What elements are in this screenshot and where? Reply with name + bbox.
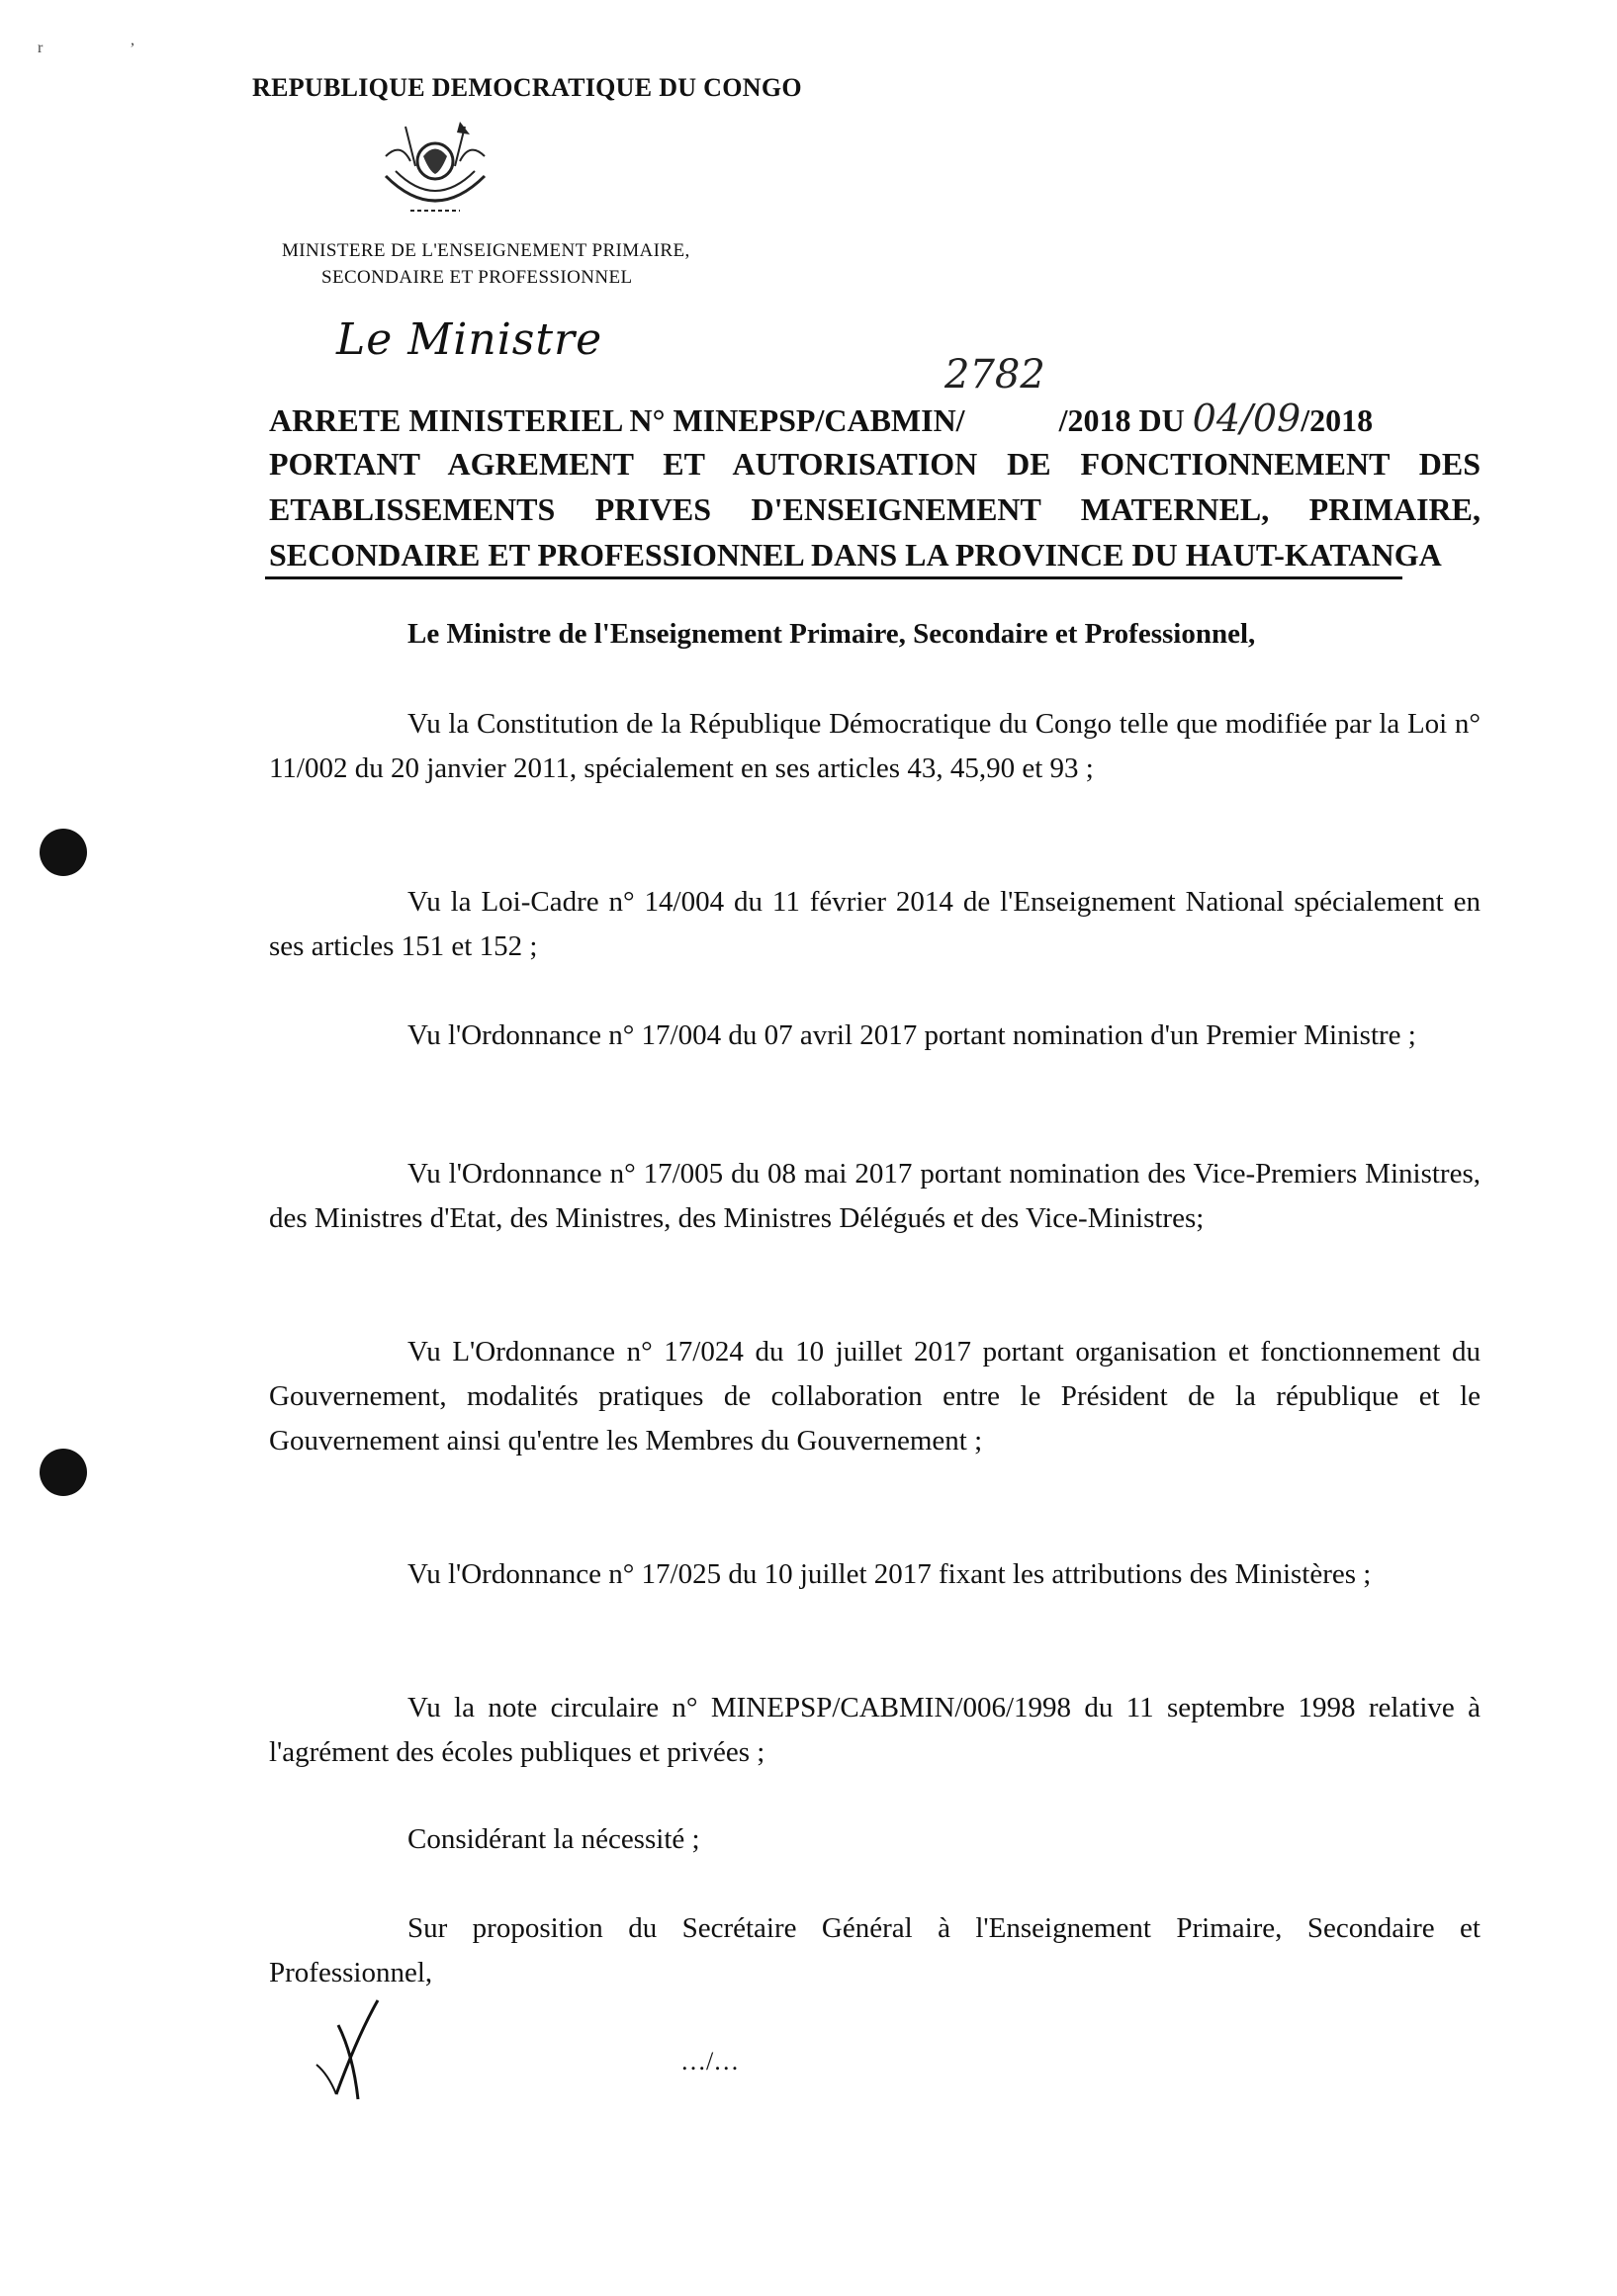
le-ministre-script: Le Ministre (336, 314, 603, 365)
coat-of-arms-emblem (366, 117, 504, 225)
date-separator: / (1240, 397, 1253, 440)
title-underline (265, 576, 1402, 579)
visa-paragraph: Vu l'Ordonnance n° 17/004 du 07 avril 2017 portant nomination d'un Premier Ministre ; (407, 1019, 1416, 1051)
punch-hole (40, 829, 87, 876)
considerant-paragraph: Considérant la nécessité ; (407, 1823, 700, 1855)
visa-paragraph: Vu la Loi-Cadre n° 14/004 du 11 février 2014 de l'Enseignement National spécialement en ses articles 151 et 152 ; (269, 886, 1481, 962)
proposition-paragraph: Sur proposition du Secrétaire Général à l'Enseignement Primaire, Secondaire et Professionnel, (269, 1912, 1481, 1988)
arrete-title-line (269, 396, 1481, 443)
arrete-year: /2018 DU (1058, 402, 1193, 438)
visa-paragraph: Vu la note circulaire n° MINEPSP/CABMIN/006/1998 du 11 septembre 1998 relative à l'agrément des écoles publiques et privées ; (269, 1692, 1481, 1768)
arrete-subject: PORTANT AGREMENT ET AUTORISATION DE FONCTIONNEMENT DES ETABLISSEMENTS PRIVES D'ENSEIGNEMENT MATERNEL, PRIMAIRE, SECONDAIRE ET PROFESSIONNEL DANS LA PROVINCE DU HAUT-KATANGA (269, 446, 1481, 573)
handwritten-arrete-number: 2782 (944, 352, 1045, 397)
handwritten-day: 04 (1192, 397, 1241, 440)
handwritten-month: 09 (1252, 397, 1302, 440)
punch-hole (40, 1449, 87, 1496)
arrete-date-year: /2018 (1301, 402, 1374, 438)
visa-paragraph: Vu l'Ordonnance n° 17/025 du 10 juillet 2017 fixant les attributions des Ministères ; (407, 1558, 1372, 1590)
minister-heading: Le Ministre de l'Enseignement Primaire, Secondaire et Professionnel, (407, 618, 1256, 650)
ministry-name-line2: SECONDAIRE ET PROFESSIONNEL (321, 267, 633, 288)
visa-paragraph: Vu l'Ordonnance n° 17/005 du 08 mai 2017 portant nomination des Vice-Premiers Ministres, des Ministres d'Etat, des Ministres, des Ministres Délégués et des Vice-Ministres; (269, 1158, 1481, 1234)
visa-paragraph: Vu la Constitution de la République Démocratique du Congo telle que modifiée par la Loi n° 11/002 du 20 janvier 2011, spécialement en ses articles 43, 45,90 et 93 ; (269, 708, 1481, 784)
scan-speck: r (38, 40, 44, 56)
ministry-name-line1: MINISTERE DE L'ENSEIGNEMENT PRIMAIRE, (282, 240, 690, 261)
visa-paragraph: Vu L'Ordonnance n° 17/024 du 10 juillet 2017 portant organisation et fonctionnement du Gouvernement, modalités pratiques de collaboration entre le Président de la république et le Gouvernement ainsi qu'entre les Membres du Gouvernement ; (269, 1336, 1481, 1457)
arrete-title-prefix: ARRETE MINISTERIEL N° MINEPSP/CABMIN/ (269, 402, 965, 438)
letterhead-country: REPUBLIQUE DEMOCRATIQUE DU CONGO (252, 73, 802, 102)
handwritten-initial (309, 1995, 388, 2104)
page-continuation-mark: …/… (680, 2047, 740, 2075)
scan-speck: , (131, 32, 135, 48)
